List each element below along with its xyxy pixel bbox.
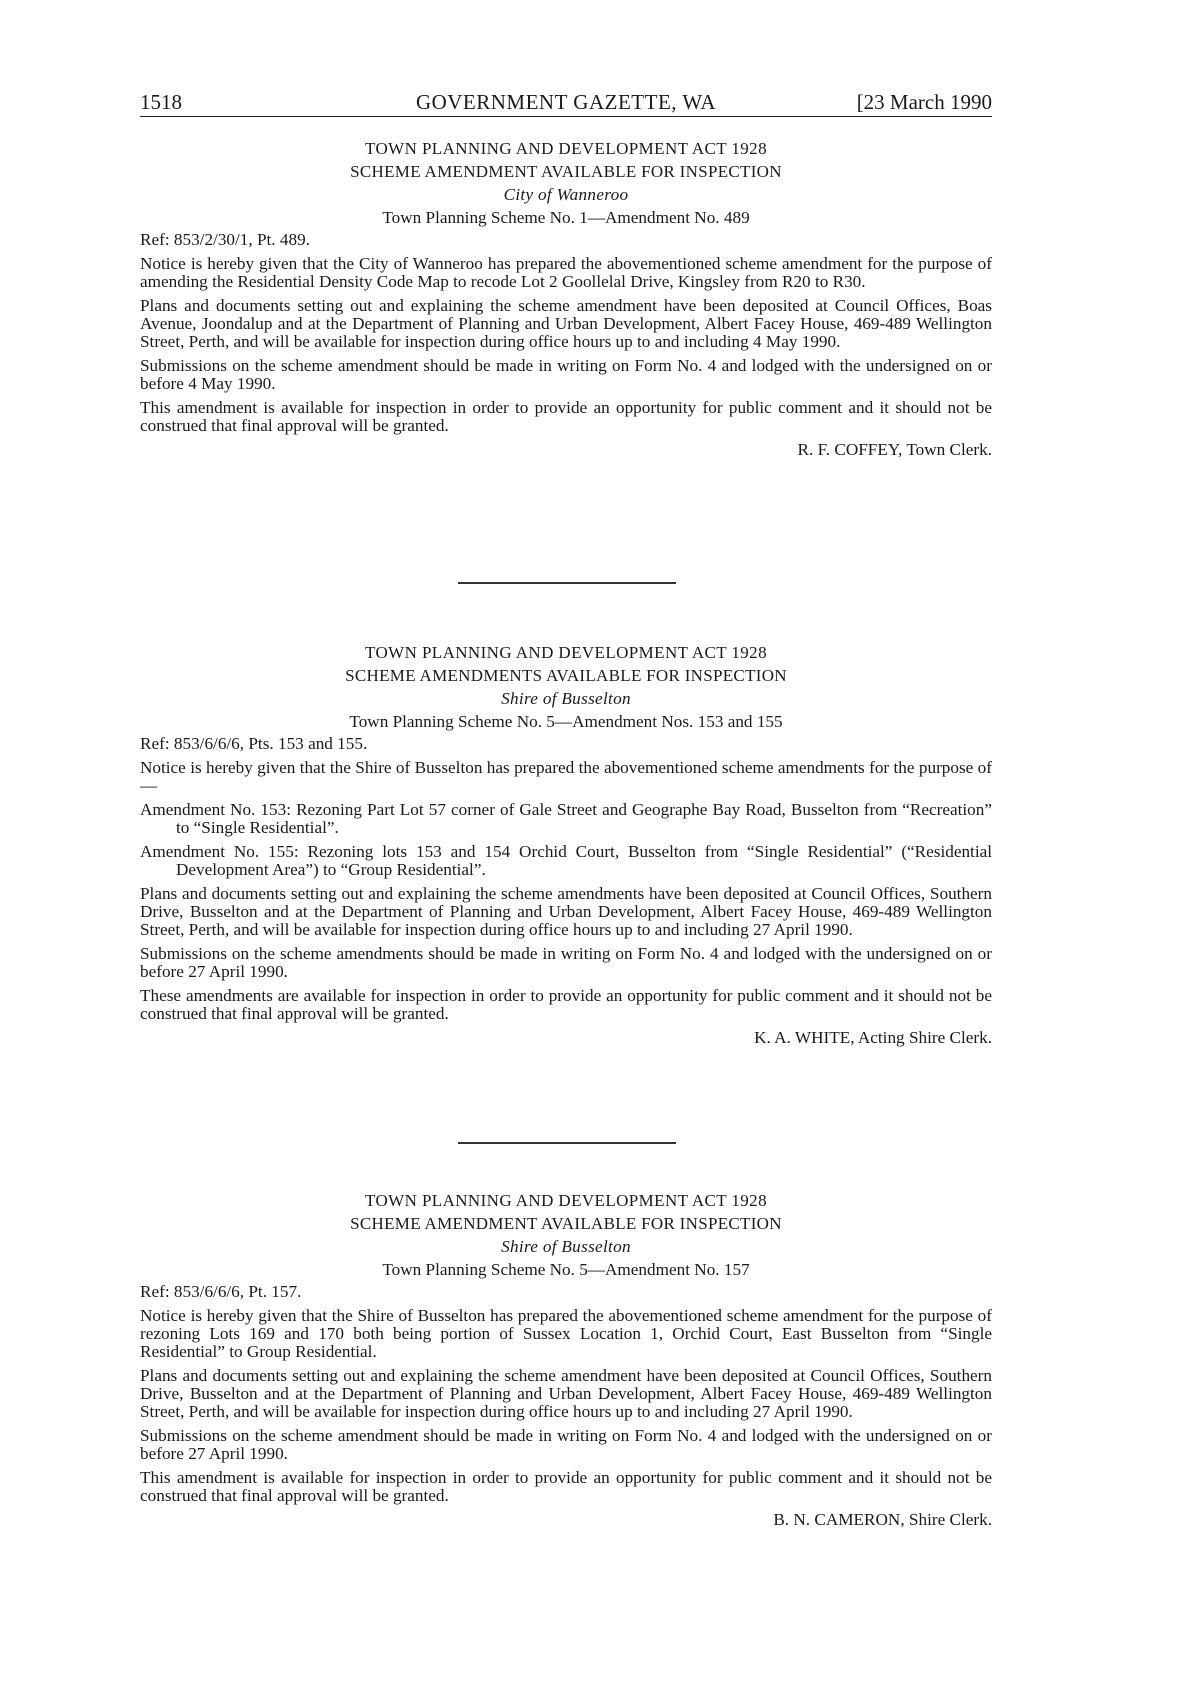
reference-number: Ref: 853/6/6/6, Pt. 157.: [140, 1282, 302, 1301]
notice-wanneroo-489: [140, 140, 992, 459]
act-title: TOWN PLANNING AND DEVELOPMENT ACT 1928: [365, 1191, 767, 1210]
notice-paragraph: Submissions on the scheme amendments should be made in writing on Form No. 4 and lodged with the undersigned on or before 27 April 1990.: [140, 944, 992, 981]
publication-title: GOVERNMENT GAZETTE, WA: [415, 90, 717, 114]
act-title: TOWN PLANNING AND DEVELOPMENT ACT 1928: [365, 139, 767, 158]
act-title: TOWN PLANNING AND DEVELOPMENT ACT 1928: [365, 643, 767, 662]
local-authority: Shire of Busselton: [501, 1237, 631, 1256]
amendment-item: Amendment No. 155: Rezoning lots 153 and 154 Orchid Court, Busselton from “Single Residential” (“Residential Development Area”) to “Group Residential”.: [140, 842, 992, 879]
reference-number: Ref: 853/2/30/1, Pt. 489.: [140, 230, 310, 249]
signatory: K. A. WHITE, Acting Shire Clerk.: [754, 1028, 992, 1047]
scheme-amendment-line: Town Planning Scheme No. 5—Amendment No. 157: [382, 1260, 750, 1279]
notice-subtitle: SCHEME AMENDMENTS AVAILABLE FOR INSPECTION: [345, 666, 787, 685]
notice-paragraph: Plans and documents setting out and explaining the scheme amendment have been deposited at Council Offices, Boas Avenue, Joondalup and at the Department of Planning and Urban Development, Albert Facey House, 469-489 Wellington Street, Perth, and will be available for inspection during office hours up to and including 4 May 1990.: [140, 296, 992, 351]
notice-paragraph: These amendments are available for inspection in order to provide an opportunity for public comment and it should not be construed that final approval will be granted.: [140, 986, 992, 1023]
notice-busselton-153-155: [140, 644, 992, 1047]
page-number: 1518: [140, 90, 182, 114]
notice-paragraph: This amendment is available for inspection in order to provide an opportunity for public comment and it should not be construed that final approval will be granted.: [140, 398, 992, 435]
notice-busselton-157: [140, 1192, 992, 1529]
notice-paragraph: Notice is hereby given that the City of Wanneroo has prepared the abovementioned scheme amendment for the purpose of amending the Residential Density Code Map to recode Lot 2 Goollelal Drive, Kingsley from R20 to R30.: [140, 254, 992, 291]
reference-number: Ref: 853/6/6/6, Pts. 153 and 155.: [140, 734, 368, 753]
gazette-page: [140, 88, 992, 1529]
notice-paragraph: Plans and documents setting out and explaining the scheme amendment have been deposited at Council Offices, Southern Drive, Busselton and at the Department of Planning and Urban Development, Albert Facey House, 469-489 Wellington Street, Perth, and will be available for inspection during office hours up to and including 27 April 1990.: [140, 1366, 992, 1421]
notice-paragraph: Plans and documents setting out and explaining the scheme amendments have been deposited at Council Offices, Southern Drive, Busselton and at the Department of Planning and Urban Development, Albert Facey House, 469-489 Wellington Street, Perth, and will be available for inspection during office hours up to and including 27 April 1990.: [140, 884, 992, 939]
section-divider: [458, 1142, 676, 1144]
section-divider: [458, 582, 676, 584]
issue-date: [23 March 1990: [856, 90, 992, 114]
notice-paragraph: Notice is hereby given that the Shire of Busselton has prepared the abovementioned scheme amendments for the purpose of—: [140, 758, 992, 795]
notice-paragraph: Submissions on the scheme amendment should be made in writing on Form No. 4 and lodged with the undersigned on or before 27 April 1990.: [140, 1426, 992, 1463]
amendment-item: Amendment No. 153: Rezoning Part Lot 57 corner of Gale Street and Geographe Bay Road, Busselton from “Recreation” to “Single Residential”.: [140, 800, 992, 837]
notice-subtitle: SCHEME AMENDMENT AVAILABLE FOR INSPECTION: [350, 1214, 782, 1233]
signatory: R. F. COFFEY, Town Clerk.: [797, 440, 992, 459]
scheme-amendment-line: Town Planning Scheme No. 1—Amendment No. 489: [382, 208, 750, 227]
scheme-amendment-line: Town Planning Scheme No. 5—Amendment Nos. 153 and 155: [349, 712, 783, 731]
notice-paragraph: Submissions on the scheme amendment should be made in writing on Form No. 4 and lodged with the undersigned on or before 4 May 1990.: [140, 356, 992, 393]
notice-paragraph: Notice is hereby given that the Shire of Busselton has prepared the abovementioned scheme amendment for the purpose of rezoning Lots 169 and 170 both being portion of Sussex Location 1, Orchid Court, East Busselton from “Single Residential” to Group Residential.: [140, 1306, 992, 1361]
notice-paragraph: This amendment is available for inspection in order to provide an opportunity for public comment and it should not be construed that final approval will be granted.: [140, 1468, 992, 1505]
signatory: B. N. CAMERON, Shire Clerk.: [773, 1510, 992, 1529]
local-authority: Shire of Busselton: [501, 689, 631, 708]
local-authority: City of Wanneroo: [503, 185, 629, 204]
running-header: [140, 88, 992, 117]
notice-subtitle: SCHEME AMENDMENT AVAILABLE FOR INSPECTION: [350, 162, 782, 181]
